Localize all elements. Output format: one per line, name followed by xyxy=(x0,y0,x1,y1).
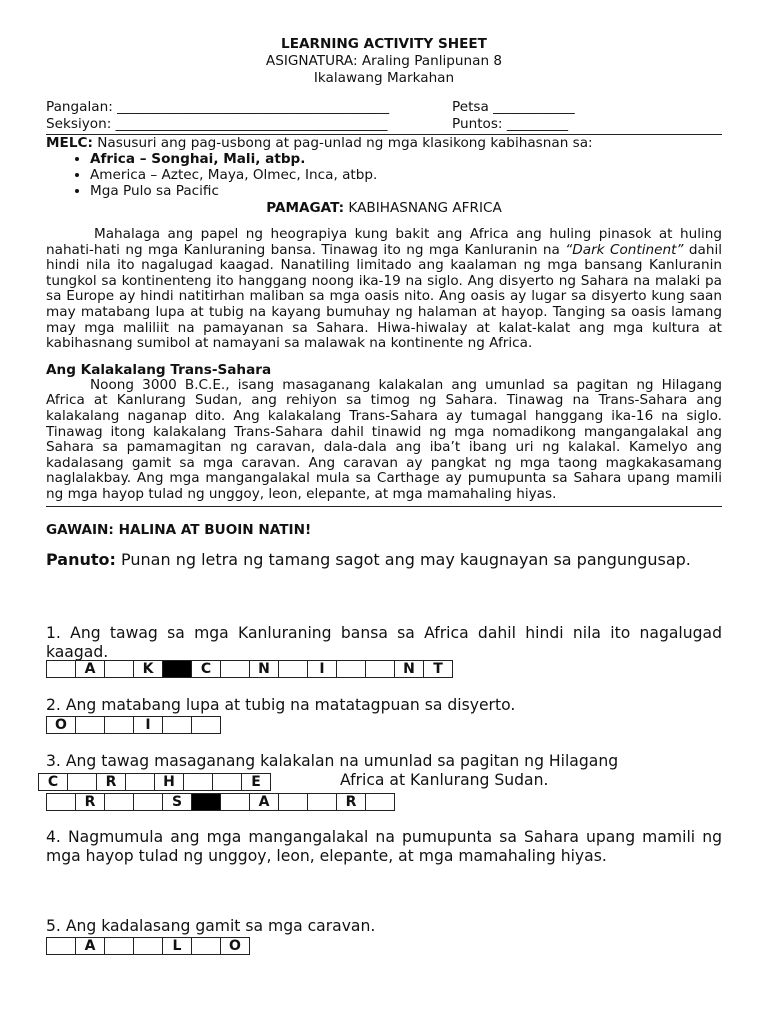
puzzle-letter-box[interactable] xyxy=(68,773,97,791)
question-4: 4. Nagmumula ang mga mangangalakal na pumupunta sa Sahara upang mamili ng mga hayop tulad ng unggoy, leon, elepante, at mga mamahaling hiyas. xyxy=(46,828,722,865)
puzzle-letter-box: T xyxy=(424,660,453,678)
sheet-title: LEARNING ACTIVITY SHEET xyxy=(281,36,487,52)
puzzle-letter-box: O xyxy=(221,937,250,955)
puzzle-letter-box[interactable] xyxy=(192,716,221,734)
intro-paragraph xyxy=(46,227,722,352)
puzzle-letter-box[interactable] xyxy=(184,773,213,791)
name-row xyxy=(46,99,722,116)
puzzle-letter-box[interactable] xyxy=(134,793,163,811)
puzzle-blocked-cell xyxy=(192,793,221,811)
puzzle-blocked-cell xyxy=(163,660,192,678)
subject-line: ASIGNATURA: Araling Panlipunan 8 xyxy=(265,53,503,69)
puzzle-letter-box[interactable] xyxy=(221,793,250,811)
panuto-label: Panuto: xyxy=(46,549,116,569)
puzzle-letter-box[interactable] xyxy=(279,793,308,811)
list-item: • Africa – Songhai, Mali, atbp. xyxy=(90,151,722,167)
puzzle-5 xyxy=(46,937,250,955)
puzzle-letter-box[interactable] xyxy=(192,937,221,955)
question-1: 1. Ang tawag sa mga Kanluraning bansa sa Africa dahil hindi nila ito nagalugad kaagad. xyxy=(46,624,722,661)
puzzle-letter-box: R xyxy=(97,773,126,791)
puzzle-letter-box: C xyxy=(39,773,68,791)
puzzle-letter-box: N xyxy=(250,660,279,678)
date-field[interactable]: Petsa ____________ xyxy=(452,99,575,115)
divider xyxy=(46,506,722,507)
puzzle-letter-box[interactable] xyxy=(163,716,192,734)
puzzle-letter-box: C xyxy=(192,660,221,678)
dark-continent-term: “Dark Continent” xyxy=(565,241,684,258)
melc-text: Nasusuri ang pag-usbong at pag-unlad ng mga klasikong kabihasnan sa: xyxy=(92,135,593,151)
puzzle-letter-box[interactable] xyxy=(47,793,76,811)
section-field[interactable]: Seksiyon: ________________________________________ xyxy=(46,116,388,132)
puzzle-letter-box[interactable] xyxy=(105,937,134,955)
pamagat-label: PAMAGAT: xyxy=(266,200,345,216)
puzzle-letter-box: I xyxy=(134,716,163,734)
puzzle-letter-box: S xyxy=(163,793,192,811)
puzzle-letter-box: A xyxy=(250,793,279,811)
puzzle-letter-box: N xyxy=(395,660,424,678)
puzzle-letter-box[interactable] xyxy=(134,937,163,955)
intro-text-2: dahil hindi nila ito nagalugad kaagad. Nanatiling limitado ang kaalaman ng mga bansang Kanluranin tungkol sa kontinenteng ito hanggang noong ika-19 na siglo. Ang disyerto ng Sahara na malaki pa sa Europe ay hindi natitirhan maliban sa mga oasis nito. Ang oasis ay lugar sa disyerto kung saan may matabang lupa at tubig na kayang bumuhay ng halaman at hayop. Tanging sa oasis lamang may mga maliliit na pamayanan sa Sahara. Hiwa-hiwalay at kalat-kalat ang mga kultura at kabihasnang sumibol at namayani sa malawak na kontinente ng Africa. xyxy=(46,241,723,352)
list-item: • America – Aztec, Maya, Olmec, Inca, atbp. xyxy=(90,167,722,183)
question-5: 5. Ang kadalasang gamit sa mga caravan. xyxy=(46,917,376,935)
puzzle-letter-box: L xyxy=(163,937,192,955)
puzzle-letter-box[interactable] xyxy=(105,793,134,811)
puzzle-letter-box[interactable] xyxy=(213,773,242,791)
intro-text: Mahalaga ang papel ng heograpiya kung bakit ang Africa ang huling pinasok at huling nahati-hati ng mga Kanluraning bansa. Tinawag ito ng mga Kanluranin na xyxy=(46,226,722,258)
question-3: 3. Ang tawag masaganang kalakalan na umunlad sa pagitan ng Hilagang xyxy=(46,752,619,770)
puzzle-letter-box[interactable] xyxy=(126,773,155,791)
puzzle-letter-box[interactable] xyxy=(279,660,308,678)
name-field[interactable]: Pangalan: ________________________________________ xyxy=(46,99,389,115)
section-row xyxy=(46,116,722,133)
panuto xyxy=(46,550,722,570)
puzzle-letter-box: R xyxy=(337,793,366,811)
puzzle-letter-box: E xyxy=(242,773,271,791)
puzzle-letter-box: H xyxy=(155,773,184,791)
melc-list xyxy=(46,151,722,199)
puzzle-letter-box[interactable] xyxy=(366,793,395,811)
trans-sahara-paragraph: Noong 3000 B.C.E., isang masaganang kalakalan ang umunlad sa pagitan ng Hilagang Africa at Kanlurang Sudan, ang rehiyon sa timog ng Sahara. Tinawag na Trans-Sahara ang kalakalang naganap dito. Ang kalakalang Trans-Sahara ay tumagal hanggang ika-16 na siglo. Tinawag itong kalakalang Trans-Sahara dahil tinawid ng mga nomadikong mangangalakal ang Sahara sa pamamagitan ng caravan, dala-dala ang iba’t ibang uri ng kalakal. Kamelyo ang kadalasang gamit sa mga caravan. Ang caravan ay pangkat ng mga taong magkakasamang naglalakbay. Ang mga mangangalakal mula sa Carthage ay pumupunta sa Sahara upang mamili ng mga hayop tulad ng unggoy, leon, elepante, at mga mamahaling hiyas. xyxy=(46,376,722,502)
puzzle-letter-box: O xyxy=(47,716,76,734)
score-field[interactable]: Puntos: _________ xyxy=(452,116,568,132)
activity-sheet xyxy=(46,36,722,569)
question-3-continued: Africa at Kanlurang Sudan. xyxy=(340,771,549,789)
puzzle-letter-box[interactable] xyxy=(221,660,250,678)
question-2: 2. Ang matabang lupa at tubig na matatagpuan sa disyerto. xyxy=(46,696,516,714)
puzzle-letter-box[interactable] xyxy=(105,716,134,734)
puzzle-letter-box: I xyxy=(308,660,337,678)
melc-label: MELC: xyxy=(46,135,93,151)
puzzle-2 xyxy=(46,716,221,734)
puzzle-letter-box[interactable] xyxy=(47,937,76,955)
puzzle-3a xyxy=(38,773,271,791)
puzzle-letter-box[interactable] xyxy=(366,660,395,678)
puzzle-letter-box[interactable] xyxy=(308,793,337,811)
puzzle-letter-box[interactable] xyxy=(76,716,105,734)
panuto-text: Punan ng letra ng tamang sagot ang may kaugnayan sa pangungusap. xyxy=(115,549,691,569)
gawain-title: GAWAIN: HALINA AT BUOIN NATIN! xyxy=(46,521,312,538)
pamagat-text: KABIHASNANG AFRICA xyxy=(344,200,502,216)
puzzle-letter-box: A xyxy=(76,660,105,678)
puzzle-letter-box[interactable] xyxy=(337,660,366,678)
melc xyxy=(46,135,722,151)
quarter-line: Ikalawang Markahan xyxy=(313,70,455,86)
puzzle-3b xyxy=(46,793,395,811)
puzzle-letter-box: A xyxy=(76,937,105,955)
puzzle-1 xyxy=(46,660,453,678)
pamagat xyxy=(46,200,722,217)
puzzle-letter-box: K xyxy=(134,660,163,678)
puzzle-letter-box[interactable] xyxy=(47,660,76,678)
list-item: • Mga Pulo sa Pacific xyxy=(90,183,722,199)
puzzle-letter-box: R xyxy=(76,793,105,811)
puzzle-letter-box[interactable] xyxy=(105,660,134,678)
trans-sahara-heading: Ang Kalakalang Trans-Sahara xyxy=(46,361,272,378)
